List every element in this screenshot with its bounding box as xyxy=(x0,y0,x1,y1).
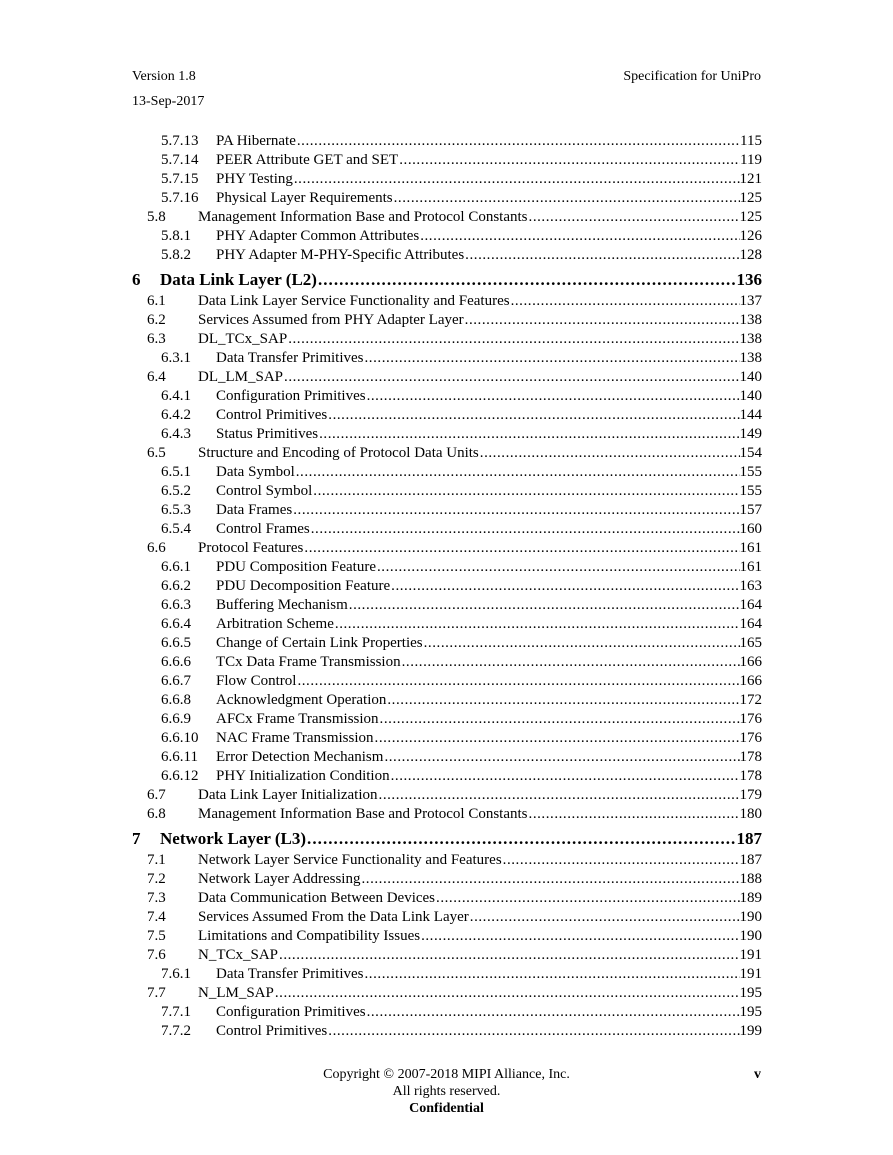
toc-entry-body xyxy=(216,170,762,189)
toc-entry-body xyxy=(198,539,762,558)
toc-entry-body xyxy=(216,558,762,577)
toc-entry[interactable] xyxy=(132,170,762,189)
toc-entry-title[interactable]: Error Detection Mechanism xyxy=(216,749,384,765)
toc-entry-title[interactable]: Arbitration Scheme xyxy=(216,616,334,632)
toc-entry[interactable] xyxy=(132,330,762,349)
toc-entry-page[interactable]: 188 xyxy=(739,871,762,887)
toc-entry[interactable] xyxy=(132,927,762,946)
toc-entry[interactable] xyxy=(132,387,762,406)
toc-entry-title[interactable]: Change of Certain Link Properties xyxy=(216,635,423,651)
toc-entry-body xyxy=(216,1003,762,1022)
toc-entry-body xyxy=(216,425,762,444)
toc-entry-body xyxy=(216,482,762,501)
toc-entry-number: 5.7.15 xyxy=(161,171,199,187)
dot-leader xyxy=(310,520,740,539)
toc-entry-page[interactable]: 136 xyxy=(736,270,762,289)
dot-leader xyxy=(469,908,740,927)
toc-entry-number: 5.8 xyxy=(147,209,166,225)
toc-entry-title[interactable]: Acknowledgment Operation xyxy=(216,692,387,708)
toc-entry-title[interactable]: Control Frames xyxy=(216,521,310,537)
toc-entry-number: 6.3 xyxy=(147,331,166,347)
dot-leader xyxy=(401,653,740,672)
dot-leader xyxy=(312,482,739,501)
dot-leader xyxy=(479,444,740,463)
toc-entry-page[interactable]: 160 xyxy=(739,521,762,537)
toc-entry-number: 6.6.6 xyxy=(161,654,191,670)
toc-entry-number: 6.8 xyxy=(147,806,166,822)
toc-entry-number: 6.3.1 xyxy=(161,350,191,366)
toc-entry-number: 6.6.1 xyxy=(161,559,191,575)
toc-entry-number: 6.5 xyxy=(147,445,166,461)
toc-entry-body xyxy=(216,1022,762,1041)
toc-entry[interactable] xyxy=(132,946,762,965)
toc-entry[interactable] xyxy=(132,311,762,330)
toc-entry-title[interactable]: Management Information Base and Protocol Constants xyxy=(198,806,528,822)
toc-entry[interactable] xyxy=(132,710,762,729)
toc-entry-number: 6.6.3 xyxy=(161,597,191,613)
toc-entry-body xyxy=(216,387,762,406)
toc-entry-page[interactable]: 125 xyxy=(739,190,762,206)
toc-entry-title[interactable]: Physical Layer Requirements xyxy=(216,190,393,206)
toc-entry-body xyxy=(216,615,762,634)
toc-entry[interactable] xyxy=(132,151,762,170)
toc-entry-body xyxy=(216,349,762,368)
toc-entry-page[interactable]: 163 xyxy=(739,578,762,594)
footer-rights: All rights reserved. xyxy=(392,1084,501,1099)
footer-copyright: Copyright © 2007-2018 MIPI Alliance, Inc. xyxy=(323,1067,570,1082)
header-version: Version 1.8 xyxy=(132,69,196,84)
toc-entry[interactable] xyxy=(132,596,762,615)
toc-entry-title[interactable]: Buffering Mechanism xyxy=(216,597,348,613)
dot-leader xyxy=(374,729,740,748)
toc-entry-page[interactable]: 128 xyxy=(739,247,762,263)
dot-leader xyxy=(366,1003,740,1022)
toc-entry-number: 6.2 xyxy=(147,312,166,328)
toc-entry[interactable] xyxy=(132,615,762,634)
toc-entry-body xyxy=(216,463,762,482)
dot-leader xyxy=(293,170,740,189)
toc-entry-title[interactable]: TCx Data Frame Transmission xyxy=(216,654,401,670)
dot-leader xyxy=(287,330,739,349)
toc-entry-title[interactable]: PHY Testing xyxy=(216,171,293,187)
toc-entry-title[interactable]: NAC Frame Transmission xyxy=(216,730,374,746)
toc-entry-number: 6.4.2 xyxy=(161,407,191,423)
toc-entry-body xyxy=(198,444,762,463)
toc-entry[interactable] xyxy=(132,729,762,748)
toc-entry-page[interactable]: 165 xyxy=(739,635,762,651)
toc-entry[interactable] xyxy=(132,406,762,425)
toc-entry-number: 7.5 xyxy=(147,928,166,944)
dot-leader xyxy=(296,132,740,151)
toc-entry-number: 7.3 xyxy=(147,890,166,906)
toc-entry-title[interactable]: DL_TCx_SAP xyxy=(198,331,288,347)
dot-leader xyxy=(318,425,739,444)
header-document-title: Specification for UniPro xyxy=(623,69,761,84)
toc-entry[interactable] xyxy=(132,132,762,151)
header-date: 13-Sep-2017 xyxy=(132,94,205,109)
footer-confidential: Confidential xyxy=(409,1101,484,1116)
toc-entry-title[interactable]: Status Primitives xyxy=(216,426,319,442)
toc-entry-body xyxy=(216,965,762,984)
toc-entry-title[interactable]: PDU Decomposition Feature xyxy=(216,578,391,594)
toc-entry-number: 6.6.5 xyxy=(161,635,191,651)
toc-entry-number: 6.1 xyxy=(147,293,166,309)
toc-entry-title[interactable]: Configuration Primitives xyxy=(216,388,366,404)
dot-leader xyxy=(420,927,739,946)
toc-entry[interactable] xyxy=(132,246,762,265)
toc-entry[interactable] xyxy=(132,501,762,520)
toc-entry-page[interactable]: 179 xyxy=(739,787,762,803)
toc-entry-number: 6.6.8 xyxy=(161,692,191,708)
toc-entry-number: 6.6.12 xyxy=(161,768,199,784)
toc-entry-title[interactable]: Control Primitives xyxy=(216,407,328,423)
toc-entry[interactable] xyxy=(132,539,762,558)
toc-entry-page[interactable]: 161 xyxy=(739,559,762,575)
toc-entry-page[interactable]: 176 xyxy=(739,711,762,727)
toc-entry[interactable] xyxy=(132,870,762,889)
toc-entry-page[interactable]: 119 xyxy=(740,152,762,168)
dot-leader xyxy=(390,577,739,596)
toc-entry-page[interactable]: 176 xyxy=(739,730,762,746)
toc-entry[interactable] xyxy=(132,425,762,444)
dot-leader xyxy=(334,615,740,634)
toc-entry-body xyxy=(198,984,762,1003)
toc-entry-title[interactable]: Configuration Primitives xyxy=(216,1004,366,1020)
toc-entry-number: 6.6.10 xyxy=(161,730,199,746)
toc-entry-body xyxy=(216,767,762,786)
toc-entry-page[interactable]: 187 xyxy=(736,829,762,848)
toc-entry-title[interactable]: Control Symbol xyxy=(216,483,313,499)
toc-entry-title[interactable]: Management Information Base and Protocol Constants xyxy=(198,209,528,225)
dot-leader xyxy=(528,805,740,824)
toc-entry-body xyxy=(198,851,762,870)
toc-entry-title[interactable]: Data Transfer Primitives xyxy=(216,966,364,982)
toc-entry-body xyxy=(160,267,762,292)
toc-entry-body xyxy=(216,501,762,520)
dot-leader xyxy=(502,851,740,870)
toc-entry[interactable] xyxy=(132,634,762,653)
toc-entry-body xyxy=(198,311,762,330)
dot-leader xyxy=(274,984,740,1003)
toc-entry-number: 6.6.4 xyxy=(161,616,191,632)
dot-leader xyxy=(283,368,739,387)
toc-entry-number: 6.4.1 xyxy=(161,388,191,404)
toc-entry[interactable] xyxy=(132,1022,762,1041)
toc-entry[interactable] xyxy=(132,444,762,463)
toc-entry-page[interactable]: 178 xyxy=(739,768,762,784)
toc-entry-number: 6.5.3 xyxy=(161,502,191,518)
toc-entry-body xyxy=(198,889,762,908)
toc-entry[interactable] xyxy=(132,349,762,368)
toc-entry-body xyxy=(216,691,762,710)
toc-entry-title[interactable]: PHY Adapter M-PHY-Specific Attributes xyxy=(216,247,465,263)
toc-entry-body xyxy=(216,596,762,615)
toc-entry[interactable] xyxy=(132,826,762,851)
toc-entry[interactable] xyxy=(132,691,762,710)
toc-entry-number: 7.7.1 xyxy=(161,1004,191,1020)
dot-leader xyxy=(390,767,740,786)
dot-leader xyxy=(398,151,740,170)
toc-entry-page[interactable]: 149 xyxy=(739,426,762,442)
toc-entry-number: 5.8.1 xyxy=(161,228,191,244)
dot-leader xyxy=(510,292,740,311)
toc-entry-page[interactable]: 155 xyxy=(739,464,762,480)
toc-entry-page[interactable]: 138 xyxy=(739,350,762,366)
toc-entry-page[interactable]: 199 xyxy=(739,1023,762,1039)
toc-entry[interactable] xyxy=(132,463,762,482)
toc-entry-body xyxy=(198,368,762,387)
toc-entry-body xyxy=(198,870,762,889)
dot-leader xyxy=(464,246,739,265)
toc-entry-page[interactable]: 190 xyxy=(739,909,762,925)
toc-entry-body xyxy=(198,927,762,946)
toc-entry-number: 7.1 xyxy=(147,852,166,868)
toc-entry[interactable] xyxy=(132,805,762,824)
toc-entry-page[interactable]: 166 xyxy=(739,673,762,689)
toc-entry[interactable] xyxy=(132,889,762,908)
toc-entry-page[interactable]: 195 xyxy=(739,985,762,1001)
toc-entry-number: 7.6.1 xyxy=(161,966,191,982)
toc-entry-page[interactable]: 164 xyxy=(739,616,762,632)
dot-leader xyxy=(327,406,739,425)
toc-entry-body xyxy=(216,132,762,151)
toc-entry-title[interactable]: AFCx Frame Transmission xyxy=(216,711,379,727)
toc-entry[interactable] xyxy=(132,577,762,596)
toc-entry-body xyxy=(198,908,762,927)
dot-leader xyxy=(464,311,740,330)
toc-entry-page[interactable]: 161 xyxy=(739,540,762,556)
toc-entry[interactable] xyxy=(132,189,762,208)
toc-entry-title[interactable]: Protocol Features xyxy=(198,540,304,556)
toc-entry-title[interactable]: N_TCx_SAP xyxy=(198,947,279,963)
toc-entry-page[interactable]: 187 xyxy=(739,852,762,868)
toc-entry-number: 5.7.16 xyxy=(161,190,199,206)
toc-entry-page[interactable]: 189 xyxy=(739,890,762,906)
toc-entry-page[interactable]: 157 xyxy=(739,502,762,518)
toc-entry-title[interactable]: Network Layer (L3) xyxy=(160,829,307,848)
dot-leader xyxy=(295,463,740,482)
toc-entry[interactable] xyxy=(132,672,762,691)
toc-entry-title[interactable]: PHY Initialization Condition xyxy=(216,768,390,784)
toc-entry[interactable] xyxy=(132,653,762,672)
toc-entry-title[interactable]: Data Communication Between Devices xyxy=(198,890,436,906)
dot-leader xyxy=(306,826,736,851)
toc-entry-number: 6.5.1 xyxy=(161,464,191,480)
toc-entry-body xyxy=(216,189,762,208)
toc-entry[interactable] xyxy=(132,965,762,984)
toc-entry-body xyxy=(216,634,762,653)
toc-entry-body xyxy=(216,151,762,170)
toc-entry-body xyxy=(198,786,762,805)
toc-entry-number: 5.7.14 xyxy=(161,152,199,168)
dot-leader xyxy=(423,634,740,653)
toc-entry-body xyxy=(216,406,762,425)
toc-entry[interactable] xyxy=(132,368,762,387)
toc-entry-title[interactable]: Services Assumed From the Data Link Layer xyxy=(198,909,469,925)
dot-leader xyxy=(317,267,737,292)
toc-entry-page[interactable]: 191 xyxy=(739,966,762,982)
dot-leader xyxy=(364,349,740,368)
toc-entry-page[interactable]: 121 xyxy=(739,171,762,187)
toc-entry-title[interactable]: Data Frames xyxy=(216,502,293,518)
toc-entry-page[interactable]: 126 xyxy=(739,228,762,244)
toc-entry-page[interactable]: 191 xyxy=(739,947,762,963)
dot-leader xyxy=(376,558,740,577)
toc-entry-number: 7 xyxy=(132,829,141,848)
toc-entry-body xyxy=(216,520,762,539)
toc-entry-title[interactable]: N_LM_SAP xyxy=(198,985,274,1001)
toc-entry-body xyxy=(198,330,762,349)
toc-entry[interactable] xyxy=(132,292,762,311)
dot-leader xyxy=(364,965,740,984)
toc-entry-page[interactable]: 138 xyxy=(739,312,762,328)
toc-entry-title[interactable]: PDU Composition Feature xyxy=(216,559,376,575)
toc-entry[interactable] xyxy=(132,748,762,767)
dot-leader xyxy=(296,672,739,691)
toc-entry-number: 6.6.11 xyxy=(161,749,198,765)
dot-leader xyxy=(360,870,739,889)
toc-entry-page[interactable]: 140 xyxy=(739,369,762,385)
toc-entry-page[interactable]: 125 xyxy=(739,209,762,225)
toc-entry[interactable] xyxy=(132,786,762,805)
toc-entry-title[interactable]: Network Layer Addressing xyxy=(198,871,361,887)
toc-entry-number: 6.4.3 xyxy=(161,426,191,442)
dot-leader xyxy=(383,748,739,767)
dot-leader xyxy=(366,387,740,406)
toc-entry[interactable] xyxy=(132,851,762,870)
dot-leader xyxy=(386,691,739,710)
toc-entry[interactable] xyxy=(132,908,762,927)
toc-entry-body xyxy=(216,748,762,767)
dot-leader xyxy=(528,208,740,227)
toc-entry-page[interactable]: 138 xyxy=(739,331,762,347)
toc-entry[interactable] xyxy=(132,227,762,246)
toc-entry-number: 7.7 xyxy=(147,985,166,1001)
toc-entry[interactable] xyxy=(132,1003,762,1022)
toc-entry-title[interactable]: Data Link Layer Service Functionality and Features xyxy=(198,293,510,309)
toc-entry-body xyxy=(216,729,762,748)
dot-leader xyxy=(435,889,739,908)
toc-entry-number: 6.4 xyxy=(147,369,166,385)
table-of-contents xyxy=(132,132,762,1041)
dot-leader xyxy=(379,710,740,729)
toc-entry-title[interactable]: Data Symbol xyxy=(216,464,295,480)
toc-entry-title[interactable]: Limitations and Compatibility Issues xyxy=(198,928,421,944)
toc-entry-body xyxy=(216,710,762,729)
toc-entry-number: 7.4 xyxy=(147,909,166,925)
toc-entry-title[interactable]: Data Transfer Primitives xyxy=(216,350,364,366)
dot-leader xyxy=(419,227,739,246)
toc-entry-body xyxy=(198,805,762,824)
toc-entry-title[interactable]: Structure and Encoding of Protocol Data Units xyxy=(198,445,479,461)
toc-entry-body xyxy=(198,292,762,311)
toc-entry-page[interactable]: 140 xyxy=(739,388,762,404)
toc-entry-body xyxy=(198,208,762,227)
toc-entry-title[interactable]: PEER Attribute GET and SET xyxy=(216,152,399,168)
toc-entry-body xyxy=(216,672,762,691)
toc-entry-page[interactable]: 190 xyxy=(739,928,762,944)
toc-entry-page[interactable]: 178 xyxy=(739,749,762,765)
toc-entry-page[interactable]: 154 xyxy=(739,445,762,461)
toc-entry-title[interactable]: Control Primitives xyxy=(216,1023,328,1039)
toc-entry-title[interactable]: PHY Adapter Common Attributes xyxy=(216,228,420,244)
toc-entry-number: 6.6.9 xyxy=(161,711,191,727)
toc-entry-page[interactable]: 164 xyxy=(739,597,762,613)
toc-entry-page[interactable]: 144 xyxy=(739,407,762,423)
toc-entry[interactable] xyxy=(132,267,762,292)
toc-entry-page[interactable]: 115 xyxy=(740,133,762,149)
toc-entry-title[interactable]: Network Layer Service Functionality and Features xyxy=(198,852,502,868)
toc-entry-number: 6.6.2 xyxy=(161,578,191,594)
toc-entry[interactable] xyxy=(132,520,762,539)
page-number: v xyxy=(754,1067,761,1082)
toc-entry-title[interactable]: PA Hibernate xyxy=(216,133,296,149)
toc-entry-body xyxy=(216,577,762,596)
toc-entry-number: 6.7 xyxy=(147,787,166,803)
toc-entry-number: 7.2 xyxy=(147,871,166,887)
dot-leader xyxy=(378,786,740,805)
toc-entry-title[interactable]: Data Link Layer (L2) xyxy=(160,270,317,289)
dot-leader xyxy=(327,1022,739,1041)
toc-entry-body xyxy=(216,227,762,246)
toc-entry-page[interactable]: 166 xyxy=(739,654,762,670)
toc-entry-number: 7.7.2 xyxy=(161,1023,191,1039)
toc-entry-body xyxy=(198,946,762,965)
toc-entry-page[interactable]: 180 xyxy=(739,806,762,822)
dot-leader xyxy=(278,946,739,965)
toc-entry[interactable] xyxy=(132,482,762,501)
toc-entry[interactable] xyxy=(132,208,762,227)
dot-leader xyxy=(393,189,740,208)
toc-entry-page[interactable]: 172 xyxy=(739,692,762,708)
toc-entry-body xyxy=(160,826,762,851)
toc-entry-number: 7.6 xyxy=(147,947,166,963)
toc-entry[interactable] xyxy=(132,558,762,577)
toc-entry-number: 5.7.13 xyxy=(161,133,199,149)
toc-entry-body xyxy=(216,653,762,672)
toc-entry-number: 5.8.2 xyxy=(161,247,191,263)
toc-entry-body xyxy=(216,246,762,265)
toc-entry-number: 6.5.4 xyxy=(161,521,191,537)
dot-leader xyxy=(303,539,739,558)
dot-leader xyxy=(292,501,739,520)
toc-entry-number: 6 xyxy=(132,270,141,289)
toc-entry-title[interactable]: Data Link Layer Initialization xyxy=(198,787,378,803)
toc-entry[interactable] xyxy=(132,984,762,1003)
toc-entry-page[interactable]: 137 xyxy=(739,293,762,309)
toc-entry-page[interactable]: 195 xyxy=(739,1004,762,1020)
toc-entry-number: 6.6 xyxy=(147,540,166,556)
toc-entry-title[interactable]: Services Assumed from PHY Adapter Layer xyxy=(198,312,464,328)
toc-entry[interactable] xyxy=(132,767,762,786)
toc-entry-number: 6.5.2 xyxy=(161,483,191,499)
dot-leader xyxy=(348,596,740,615)
toc-entry-number: 6.6.7 xyxy=(161,673,191,689)
toc-entry-title[interactable]: DL_LM_SAP xyxy=(198,369,284,385)
toc-entry-page[interactable]: 155 xyxy=(739,483,762,499)
toc-entry-title[interactable]: Flow Control xyxy=(216,673,297,689)
